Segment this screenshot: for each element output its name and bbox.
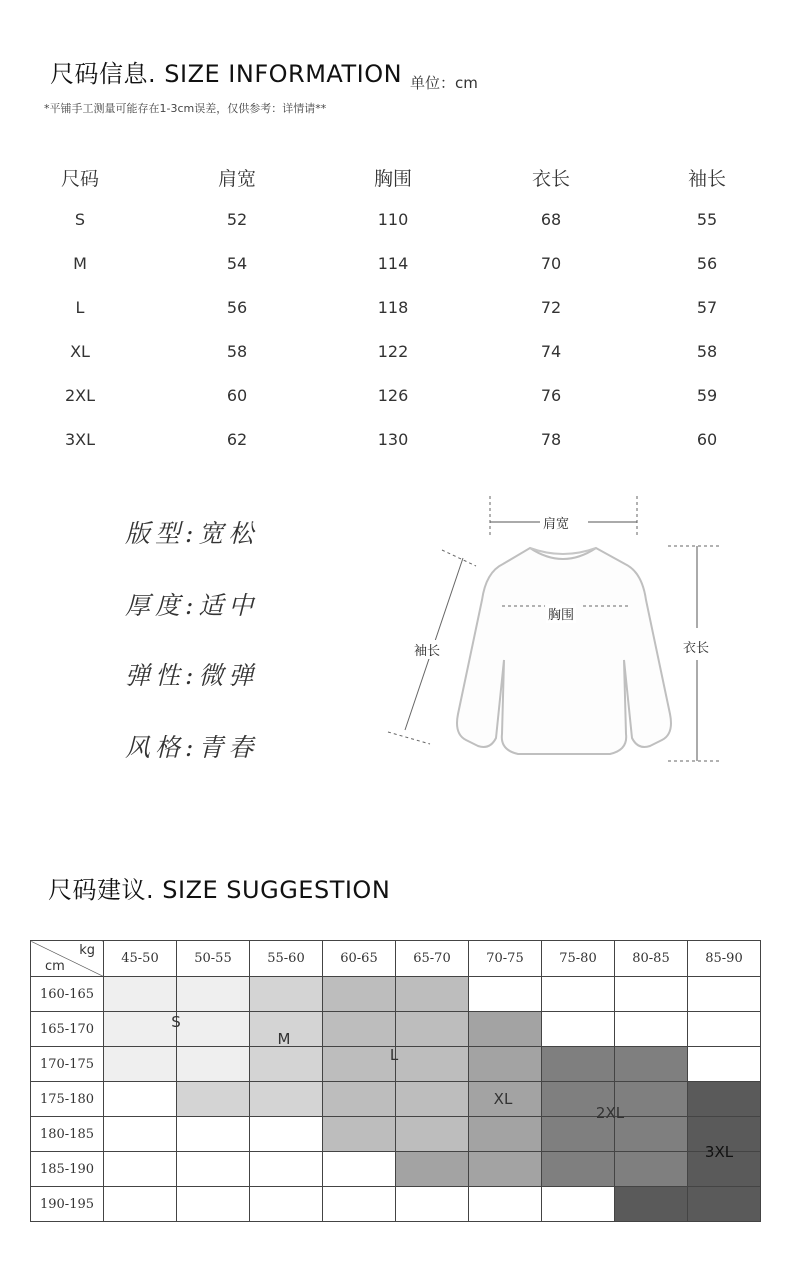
sleeve-cell: 60 [696,430,718,449]
suggestion-title: 尺码建议. SIZE SUGGESTION [48,876,391,904]
label-length: 衣长 [681,637,711,656]
shoulder-cell: 54 [226,254,248,273]
grid-cell [177,1047,250,1082]
grid-cell [250,1152,323,1187]
grid-cell [396,1117,469,1152]
table-row [0,386,790,416]
grid-cell [688,977,761,1012]
shoulder-cell: 58 [226,342,248,361]
table-row [0,210,790,240]
size-cell: XL [70,342,90,361]
chest-cell: 118 [377,298,409,317]
grid-cell [542,1047,615,1082]
table-row [0,298,790,328]
length-cell: 78 [540,430,562,449]
sleeve-cell: 58 [696,342,718,361]
grid-cell [323,1187,396,1222]
shoulder-cell: 60 [226,386,248,405]
grid-cell [177,1187,250,1222]
grid-cell [396,1152,469,1187]
label-sleeve: 袖长 [412,640,442,659]
zone-label-3xl: 3XL [704,1143,734,1161]
grid-cell [323,977,396,1012]
grid-cell [104,1152,177,1187]
page-title: 尺码信息. SIZE INFORMATION [50,60,403,88]
grid-cell [615,1047,688,1082]
attribute-fit: 版型:宽松 [125,519,259,548]
length-cell: 74 [540,342,562,361]
size-cell: S [74,210,86,229]
grid-cell [615,977,688,1012]
attribute-thickness: 厚度:适中 [125,591,259,620]
grid-cell [177,1117,250,1152]
grid-cell [396,1012,469,1047]
grid-cell [469,1047,542,1082]
chest-cell: 114 [377,254,409,273]
height-header: 170-175 [31,1047,104,1082]
size-cell: M [73,254,87,273]
grid-cell [323,1117,396,1152]
grid-cell [469,1187,542,1222]
zone-label-m: M [277,1030,291,1048]
weight-header: 50-55 [177,941,250,977]
grid-cell [250,1082,323,1117]
grid-cell [250,1187,323,1222]
grid-cell [469,1152,542,1187]
height-header: 190-195 [31,1187,104,1222]
attribute-elasticity: 弹性:微弹 [125,661,259,690]
grid-cell [104,1047,177,1082]
column-header-size: 尺码 [60,168,99,190]
weight-header: 85-90 [688,941,761,977]
attribute-style: 风格:青春 [125,733,259,762]
grid-cell [615,1012,688,1047]
grid-cell [323,1012,396,1047]
weight-header: 60-65 [323,941,396,977]
grid-cell [688,1047,761,1082]
size-table-header [0,164,790,194]
chest-cell: 126 [377,386,409,405]
grid-cell [542,1152,615,1187]
chest-cell: 122 [377,342,409,361]
grid-cell [323,1152,396,1187]
height-header: 180-185 [31,1117,104,1152]
height-header: 175-180 [31,1082,104,1117]
column-header-sleeve: 袖长 [687,168,726,190]
unit-label: 单位：cm [410,74,478,92]
length-cell: 68 [540,210,562,229]
zone-label-2xl: 2XL [595,1104,625,1122]
grid-cell [615,1152,688,1187]
grid-cell [104,1117,177,1152]
weight-header: 75-80 [542,941,615,977]
grid-cell [104,1187,177,1222]
sleeve-cell: 59 [696,386,718,405]
weight-header: 80-85 [615,941,688,977]
grid-cell [250,1117,323,1152]
grid-cell [104,977,177,1012]
label-shoulder: 肩宽 [541,513,571,532]
sleeve-cell: 55 [696,210,718,229]
chest-cell: 110 [377,210,409,229]
grid-cell [469,1012,542,1047]
grid-cell [250,1047,323,1082]
measurement-note: *平铺手工测量可能存在1-3cm误差，仅供参考：详情请** [44,102,327,115]
weight-header: 70-75 [469,941,542,977]
length-cell: 76 [540,386,562,405]
grid-cell [177,1152,250,1187]
size-cell: 3XL [64,430,96,449]
corner-cm-label: cm [45,959,65,974]
sleeve-top-guide [442,550,476,566]
column-header-chest: 胸围 [373,168,412,190]
grid-corner-cell [31,941,104,977]
weight-header: 65-70 [396,941,469,977]
weight-header: 45-50 [104,941,177,977]
sleeve-cell: 57 [696,298,718,317]
size-cell: L [75,298,85,317]
zone-label-l: L [389,1046,399,1064]
sleeve-cell: 56 [696,254,718,273]
chest-cell: 130 [377,430,409,449]
shoulder-cell: 52 [226,210,248,229]
height-header: 160-165 [31,977,104,1012]
grid-cell [177,1082,250,1117]
sweater-icon [457,548,671,754]
grid-cell [396,1187,469,1222]
shoulder-cell: 62 [226,430,248,449]
grid-cell [104,1082,177,1117]
zone-label-xl: XL [493,1090,513,1108]
grid-cell [542,1187,615,1222]
zone-label-s: S [171,1013,181,1031]
label-chest: 胸围 [546,604,576,623]
length-cell: 72 [540,298,562,317]
grid-cell [396,1082,469,1117]
height-header: 185-190 [31,1152,104,1187]
shoulder-cell: 56 [226,298,248,317]
sleeve-bottom-guide [388,732,430,744]
table-row [0,430,790,460]
grid-cell [542,1012,615,1047]
length-cell: 70 [540,254,562,273]
grid-cell [688,1012,761,1047]
grid-cell [469,977,542,1012]
table-row [0,254,790,284]
grid-cell [469,1117,542,1152]
grid-cell [688,1082,761,1117]
grid-cell [250,977,323,1012]
grid-cell [688,1187,761,1222]
grid-cell [323,1082,396,1117]
corner-kg-label: kg [79,943,95,958]
grid-cell [615,1187,688,1222]
size-suggestion-grid [30,940,761,1222]
size-cell: 2XL [64,386,96,405]
column-header-shoulder: 肩宽 [217,168,256,190]
weight-header: 55-60 [250,941,323,977]
grid-cell [542,977,615,1012]
grid-cell [177,977,250,1012]
height-header: 165-170 [31,1012,104,1047]
table-row [0,342,790,372]
column-header-length: 衣长 [531,168,570,190]
grid-cell [396,977,469,1012]
